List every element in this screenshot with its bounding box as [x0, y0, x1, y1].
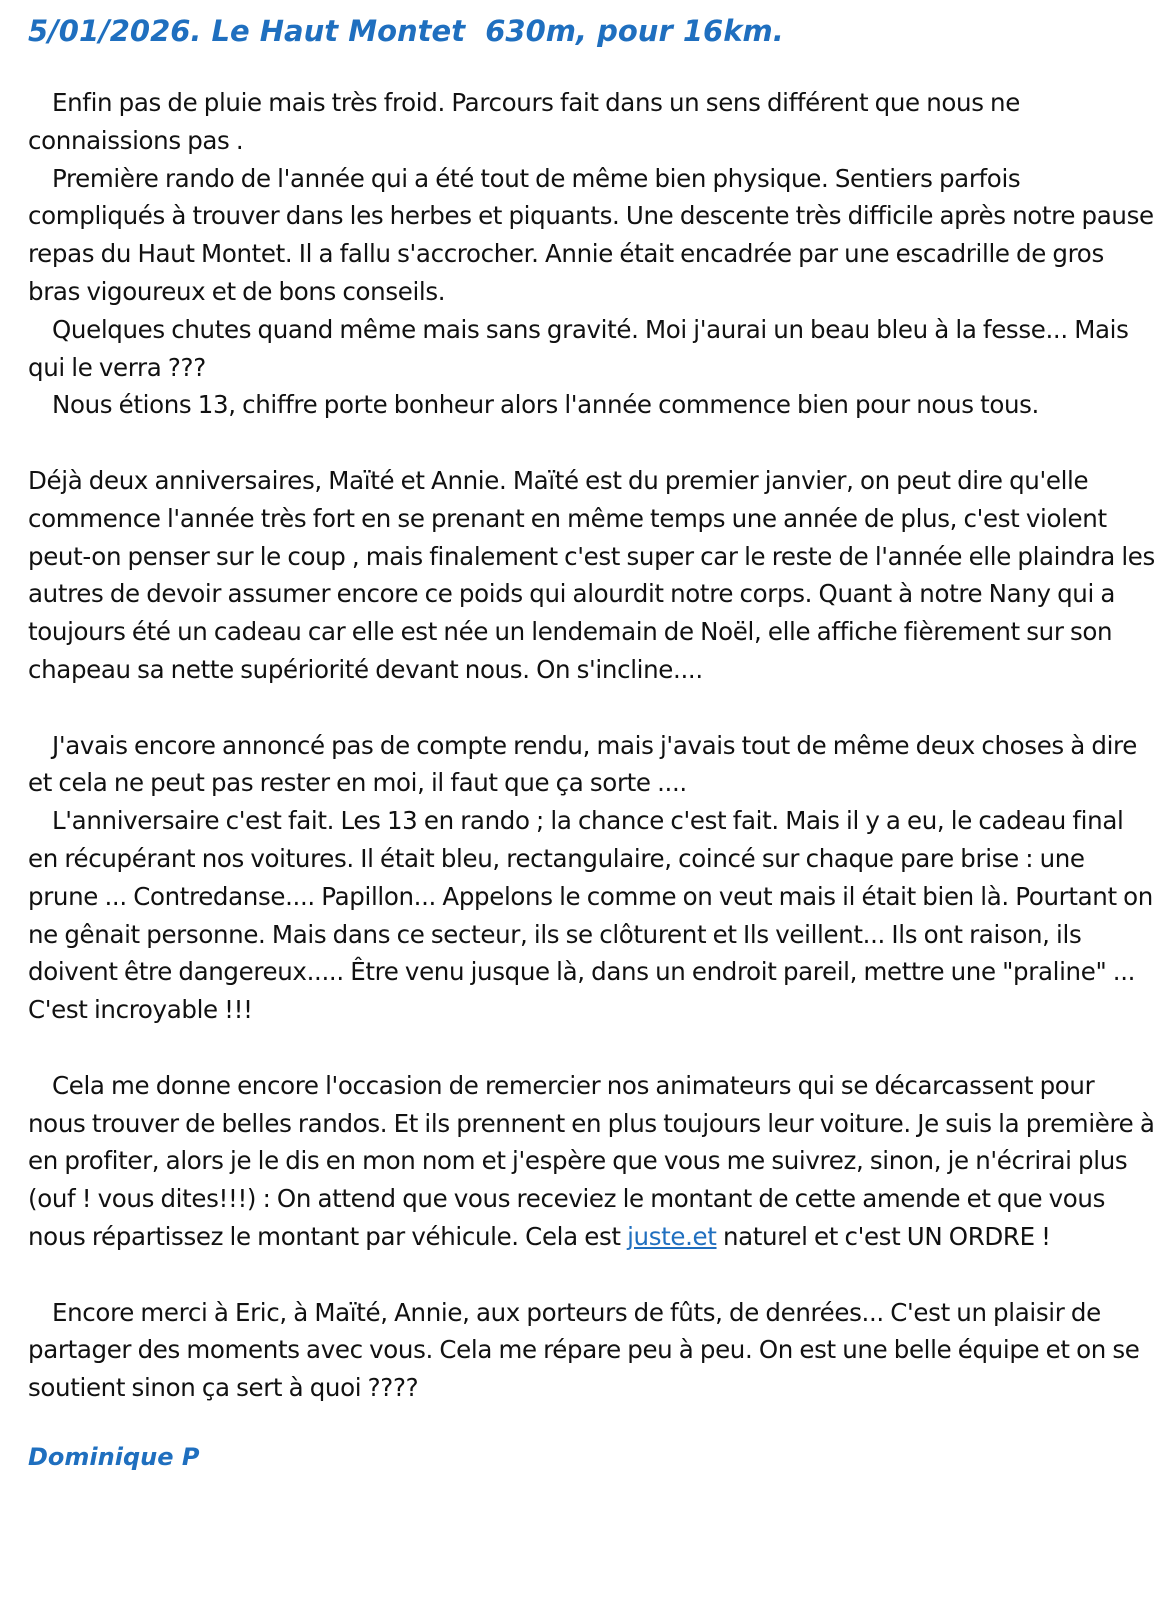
document-title: 5/01/2026. Le Haut Montet 630m, pour 16km.	[28, 14, 784, 48]
paragraph-parking-ticket: L'anniversaire c'est fait. Les 13 en rando ; la chance c'est fait. Mais il y a eu, le cadeau final en récupérant nos voitures. Il était bleu, rectangulaire, coincé sur chaque pare brise : une prune ... Contredanse.... Papillon... Appelons le comme on veut mais il était bien là. Pourtant on ne gênait personne. Mais dans ce secteur, ils se clôturent et Ils veillent... Ils ont raison, ils doivent être dangereux..... Être venu jusque là, dans un endroit pareil, mettre une "praline" ... C'est incroyable !!!	[28, 806, 1153, 1025]
paragraph-thanks-animators	[28, 1067, 1158, 1256]
paragraph-spacer	[28, 1256, 1158, 1294]
paragraph-spacer	[28, 689, 1158, 727]
paragraph-no-report: J'avais encore annoncé pas de compte rendu, mais j'avais tout de même deux choses à dire et cela ne peut pas rester en moi, il faut que ça sorte ....	[28, 730, 1137, 798]
paragraph-spacer	[28, 424, 1158, 462]
document-page	[28, 10, 1158, 1475]
paragraph-thirteen: Nous étions 13, chiffre porte bonheur alors l'année commence bien pour nous tous.	[52, 390, 1039, 420]
paragraph-birthdays: Déjà deux anniversaires, Maïté et Annie. Maïté est du premier janvier, on peut dire qu'elle commence l'année très fort en se prenant en même temps une année de plus, c'est violent peut-on penser sur le coup , mais finalement c'est super car le reste de l'année elle plaindra les autres de devoir assumer encore ce poids qui alourdit notre corps. Quant à notre Nany qui a toujours été un cadeau car elle est née un lendemain de Noël, elle affiche fièrement sur son chapeau sa nette supériorité devant nous. On s'incline....	[28, 465, 1155, 684]
paragraph-spacer	[28, 1029, 1158, 1067]
signature: Dominique P	[28, 1442, 200, 1471]
paragraph-falls: Quelques chutes quand même mais sans gravité. Moi j'aurai un beau bleu à la fesse... Mais qui le verra ???	[28, 314, 1129, 382]
paragraph-final-thanks: Encore merci à Eric, à Maïté, Annie, aux porteurs de fûts, de denrées... C'est un plaisir de partager des moments avec vous. Cela me répare peu à peu. On est une belle équipe et on se soutient sinon ça sert à quoi ????	[28, 1297, 1140, 1403]
document-body	[28, 84, 1158, 1407]
paragraph-text: Cela me donne encore l'occasion de remercier nos animateurs qui se décarcassent pour nous trouver de belles randos. Et ils prennent en plus toujours leur voiture. Je suis la première à en profiter, alors je le dis en mon nom et j'espère que vous me suivrez, sinon, je n'écrirai plus (ouf ! vous dites!!!) : On attend que vous receviez le montant de cette amende et que vous nous répartissez le montant par véhicule. Cela est	[28, 1070, 1155, 1251]
paragraph-first-hike: Première rando de l'année qui a été tout de même bien physique. Sentiers parfois compliqués à trouver dans les herbes et piquants. Une descente très difficile après notre pause repas du Haut Montet. Il a fallu s'accrocher. Annie était encadrée par une escadrille de gros bras vigoureux et de bons conseils.	[28, 163, 1154, 306]
paragraph-text: naturel et c'est UN ORDRE !	[716, 1221, 1051, 1251]
juste-et-link[interactable]: juste.et	[627, 1221, 717, 1251]
paragraph-weather: Enfin pas de pluie mais très froid. Parcours fait dans un sens différent que nous ne connaissions pas .	[28, 88, 1020, 155]
